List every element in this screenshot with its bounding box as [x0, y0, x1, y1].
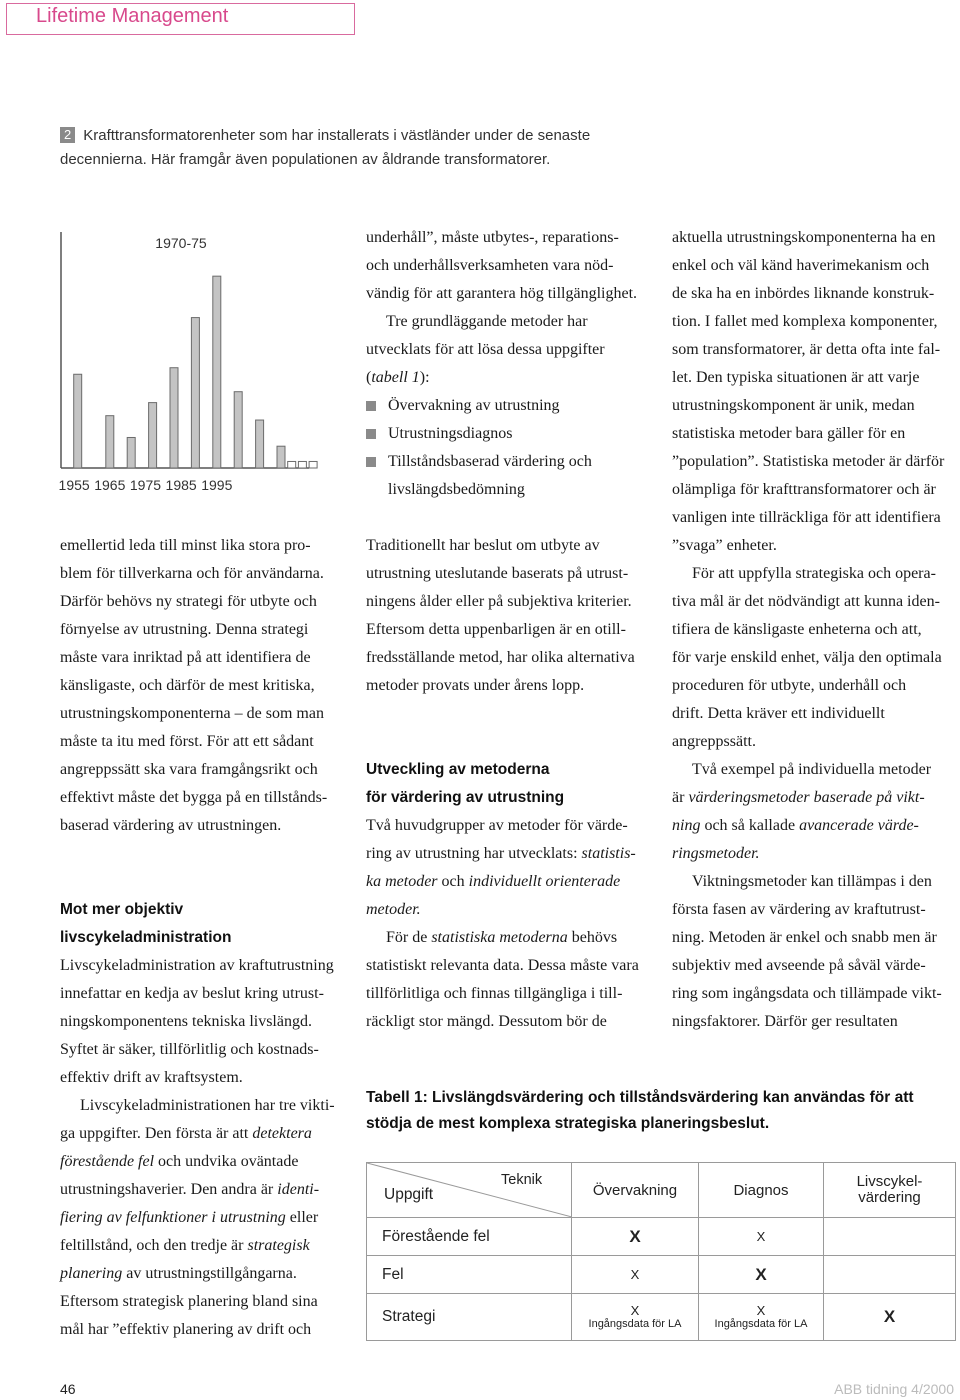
- text-line: angreppssätt ska vara framgångsrikt och: [60, 761, 318, 778]
- text-line: som transformatorer, är detta ofta inte fal-: [672, 341, 941, 358]
- text-line: blem för tillverkarna och för användarna.: [60, 565, 324, 582]
- row-label-fel: Fel: [367, 1256, 572, 1294]
- text-line: proceduren för utbyte, underhåll och: [672, 677, 907, 694]
- left-paragraph-3-line: förestående fel och undvika oväntade: [60, 1153, 299, 1170]
- text-line: fredsställande metod, har olika alternativa: [366, 649, 635, 666]
- left-paragraph-3-line: utrustningshaverier. Den andra är identi-: [60, 1181, 320, 1198]
- row-label-strategi: Strategi: [367, 1294, 572, 1341]
- column-header-diagnos: Diagnos: [699, 1163, 824, 1218]
- middle-paragraph-3: [366, 532, 656, 700]
- text-line: let. Den typiska situationen är att varje: [672, 369, 920, 386]
- left-paragraph-3-line: planering av utrustningstillgångarna.: [60, 1265, 297, 1282]
- left-paragraph-3-line: Eftersom strategisk planering bland sina: [60, 1293, 318, 1310]
- cell-mark: X Ingångsdata för LA: [572, 1294, 699, 1341]
- text-line: ningskomponentens tekniska livslängd.: [60, 1013, 312, 1030]
- x-tick-label: 1995: [201, 477, 233, 493]
- text-line: effektiv drift av kraftsystem.: [60, 1069, 243, 1086]
- cell-mark: X Ingångsdata för LA: [699, 1294, 824, 1341]
- text-line: måste vara inriktad på att identifiera de: [60, 649, 311, 666]
- left-column: [60, 532, 350, 1344]
- section-title: Lifetime Management: [36, 5, 229, 27]
- middle-paragraph-2-line: Tre grundläggande metoder har: [386, 313, 588, 330]
- text-line: tiva mål är det nödvändigt att kunna iden-: [672, 593, 940, 610]
- text-line: och underhållsverksamheten vara nöd-: [366, 257, 614, 274]
- middle-paragraph-5-line: För de statistiska metoderna behövs: [386, 929, 618, 946]
- bar-future-2016: [288, 461, 296, 468]
- publication-name: ABB tidning 4/2000: [834, 1381, 954, 1397]
- x-tick-label: 1985: [165, 477, 197, 493]
- x-tick-label: 1965: [94, 477, 126, 493]
- text-line: vanligen inte tillräckliga för att identifiera: [672, 509, 941, 526]
- bar-1995: [213, 276, 221, 468]
- text-line: subjektiv med avseende på såväl värde-: [672, 957, 926, 974]
- text-line: statistiskt relevanta data. Dessa måste vara: [366, 957, 639, 974]
- text-line: innefattar en kedja av beslut kring utrust-: [60, 985, 324, 1002]
- text-line: måste ta itu med först. För att ett sådant: [60, 733, 314, 750]
- left-paragraph-3-line: mål har ”effektiv planering av drift och: [60, 1321, 312, 1338]
- text-line: utrustning uteslutande baserats på utrust-: [366, 565, 629, 582]
- figure-number: 2: [60, 127, 75, 143]
- left-paragraph-2: [60, 952, 350, 1092]
- bullet-square-icon: [366, 401, 376, 411]
- left-paragraph-3-line: fiering av felfunktioner i utrustning eller: [60, 1209, 319, 1226]
- text-line: statistiska metoder bara gäller för en: [672, 425, 906, 442]
- x-tick-label: 1975: [129, 477, 162, 493]
- text-line: ning. Metoden är enkel och snabb men är: [672, 929, 937, 946]
- text-line: räckligt stor mängd. Dessutom bör de: [366, 1013, 607, 1030]
- bar-chart: [55, 228, 355, 498]
- middle-paragraph-2-line: utvecklats för att lösa dessa uppgifter: [366, 341, 605, 358]
- right-column: [672, 224, 958, 1036]
- left-paragraph-1: [60, 532, 350, 840]
- text-line: enkel och väl känd haverimekanism och: [672, 257, 930, 274]
- table-1: [366, 1162, 955, 1341]
- middle-paragraph-5: [366, 952, 656, 1036]
- bar-1965: [106, 416, 114, 468]
- bar-1956: [74, 374, 82, 468]
- text-line: underhåll”, måste utbytes-, reparations-: [366, 229, 619, 246]
- table-corner-teknik: Teknik: [501, 1172, 543, 1188]
- text-line: Livscykeladministration av kraftutrustning: [60, 957, 334, 974]
- table-reference: tabell 1: [371, 369, 420, 386]
- page-number: 46: [60, 1381, 76, 1397]
- right-paragraph-4: [672, 868, 958, 1036]
- bar-2007: [256, 420, 264, 468]
- text-line: ningsfaktorer. Därför ger resultaten: [672, 1013, 898, 1030]
- chart-annotation: 1970-75: [155, 235, 207, 251]
- bar-1983: [170, 368, 178, 468]
- text-line: aktuella utrustningskomponenterna ha en: [672, 229, 936, 246]
- bullet-square-icon: [366, 429, 376, 439]
- text-line: metoder provats under årens lopp.: [366, 677, 585, 694]
- right-paragraph-3-line: Två exempel på individuella metoder: [692, 761, 932, 778]
- row-label-forestaende-fel: Förestående fel: [367, 1218, 572, 1256]
- cell-empty: [824, 1218, 956, 1256]
- bullet-square-icon: [366, 457, 376, 467]
- bar-1971: [127, 437, 135, 468]
- text-line: effektivt måste det bygga på en tillstånds-: [60, 789, 328, 806]
- text-line: Viktningsmetoder kan tillämpas i den: [692, 873, 932, 890]
- cell-mark: X: [699, 1218, 824, 1256]
- bullet-item: Tillståndsbaserad värdering och: [366, 448, 656, 476]
- text-line: utrustningskomponenterna – de som man: [60, 705, 324, 722]
- cell-note: Ingångsdata för LA: [588, 1318, 682, 1330]
- left-paragraph-3-line: Livscykeladministrationen har tre vikti-: [80, 1097, 335, 1114]
- cell-empty: [824, 1256, 956, 1294]
- bar-future-2019: [298, 461, 306, 468]
- cell-mark: X: [699, 1256, 824, 1294]
- bar-future-2022: [309, 461, 317, 468]
- text-line: tillförlitliga och finnas tillgängliga i till-: [366, 985, 623, 1002]
- cell-mark: X: [572, 1218, 699, 1256]
- left-paragraph-3-line: feltillstånd, och den tredje är strategisk: [60, 1237, 310, 1254]
- text-line: Traditionellt har beslut om utbyte av: [366, 537, 600, 554]
- text-line: förnyelse av utrustning. Denna strategi: [60, 621, 309, 638]
- bullet-item: Övervakning av utrustning: [366, 392, 656, 420]
- text-line: utrustningskomponent är unik, medan: [672, 397, 915, 414]
- middle-paragraph-4-line: metoder.: [366, 901, 421, 918]
- right-paragraph-3-line: ringsmetoder.: [672, 845, 760, 862]
- figure-caption: [60, 124, 620, 172]
- right-paragraph-3-line: är värderingsmetoder baserade på vikt-: [672, 789, 925, 806]
- table-corner-cell: [367, 1163, 572, 1218]
- bar-2001: [234, 392, 242, 468]
- text-line: Syftet är säker, tillförlitlig och kostnads-: [60, 1041, 319, 1058]
- text-line: Eftersom detta uppenbarligen är en otill-: [366, 621, 626, 638]
- middle-heading-line-2: för värdering av utrustning: [366, 789, 565, 806]
- bullet-item: Utrustningsdiagnos: [366, 420, 656, 448]
- table-caption: Tabell 1: Livslängdsvärdering och tillståndsvärdering kan användas för att stödja de mest komplexa strategiska planeringsbeslut.: [366, 1089, 914, 1132]
- middle-column: [366, 224, 656, 1036]
- cell-mark: X: [572, 1256, 699, 1294]
- text-line: tifiera de känsligaste enheterna och att,: [672, 621, 922, 638]
- cell-note: Ingångsdata för LA: [714, 1318, 808, 1330]
- middle-paragraph-4-line: Två huvudgrupper av metoder för värde-: [366, 817, 628, 834]
- text-line: för varje enskild enhet, välja den optimala: [672, 649, 942, 666]
- text-line: emellertid leda till minst lika stora pro-: [60, 537, 311, 554]
- cell-mark: X: [824, 1294, 956, 1341]
- text-line: ”population”. Statistiska metoder är därför: [672, 453, 945, 470]
- x-tick-label: 1955: [58, 477, 90, 493]
- bullet-continuation: livslängdsbedömning: [388, 481, 525, 498]
- bar-1977: [149, 403, 157, 468]
- text-line: de ska ha en inbördes liknande konstruk-: [672, 285, 935, 302]
- middle-paragraph-1: [366, 224, 656, 308]
- column-header-overvakning: Övervakning: [572, 1163, 699, 1218]
- left-heading-line-2: livscykeladministration: [60, 929, 232, 946]
- table-corner-uppgift: Uppgift: [384, 1186, 434, 1203]
- bar-2013: [277, 446, 285, 468]
- text-line: ”svaga” enheter.: [672, 537, 777, 554]
- column-header-livscykelvardering: Livscykel- värdering: [824, 1163, 956, 1218]
- middle-paragraph-2-line: (tabell 1):: [366, 369, 430, 386]
- text-line: känsligaste, och därför de mest kritiska,: [60, 677, 315, 694]
- bar-1989: [191, 318, 199, 468]
- figure-caption-text: Krafttransformatorenheter som har installerats i västländer under de senaste decennierna. Här framgår även populationen av åldrande transformatorer.: [60, 127, 591, 168]
- text-line: första fasen av värdering av kraftutrust-: [672, 901, 926, 918]
- text-line: baserad värdering av utrustningen.: [60, 817, 282, 834]
- left-paragraph-3-line: ga uppgifter. Den första är att detektera: [60, 1125, 312, 1142]
- text-line: angreppssätt.: [672, 733, 756, 750]
- text-line: tion. I fallet med komplexa komponenter,: [672, 313, 938, 330]
- text-line: För att uppfylla strategiska och opera-: [692, 565, 936, 582]
- right-paragraph-3-line: ning och så kallade avancerade värde-: [672, 817, 919, 834]
- text-line: vändig för att garantera hög tillgänglighet.: [366, 285, 638, 302]
- middle-paragraph-4-line: ka metoder och individuellt orienterade: [366, 873, 621, 890]
- left-heading-line-1: Mot mer objektiv: [60, 901, 184, 918]
- right-paragraph-2: [672, 560, 958, 756]
- middle-paragraph-4-line: ring av utrustning har utvecklats: statistis-: [366, 845, 636, 862]
- text-line: ring som ingångsdata och tillämpade vikt-: [672, 985, 942, 1002]
- text-line: olämpliga för krafttransformatorer och är: [672, 481, 936, 498]
- right-paragraph-1: [672, 224, 958, 560]
- text-line: ningens ålder eller på subjektiva kriterier.: [366, 593, 632, 610]
- text-line: drift. Detta kräver ett individuellt: [672, 705, 885, 722]
- middle-heading-line-1: Utveckling av metoderna: [366, 761, 550, 778]
- text-line: Därför behövs ny strategi för utbyte och: [60, 593, 317, 610]
